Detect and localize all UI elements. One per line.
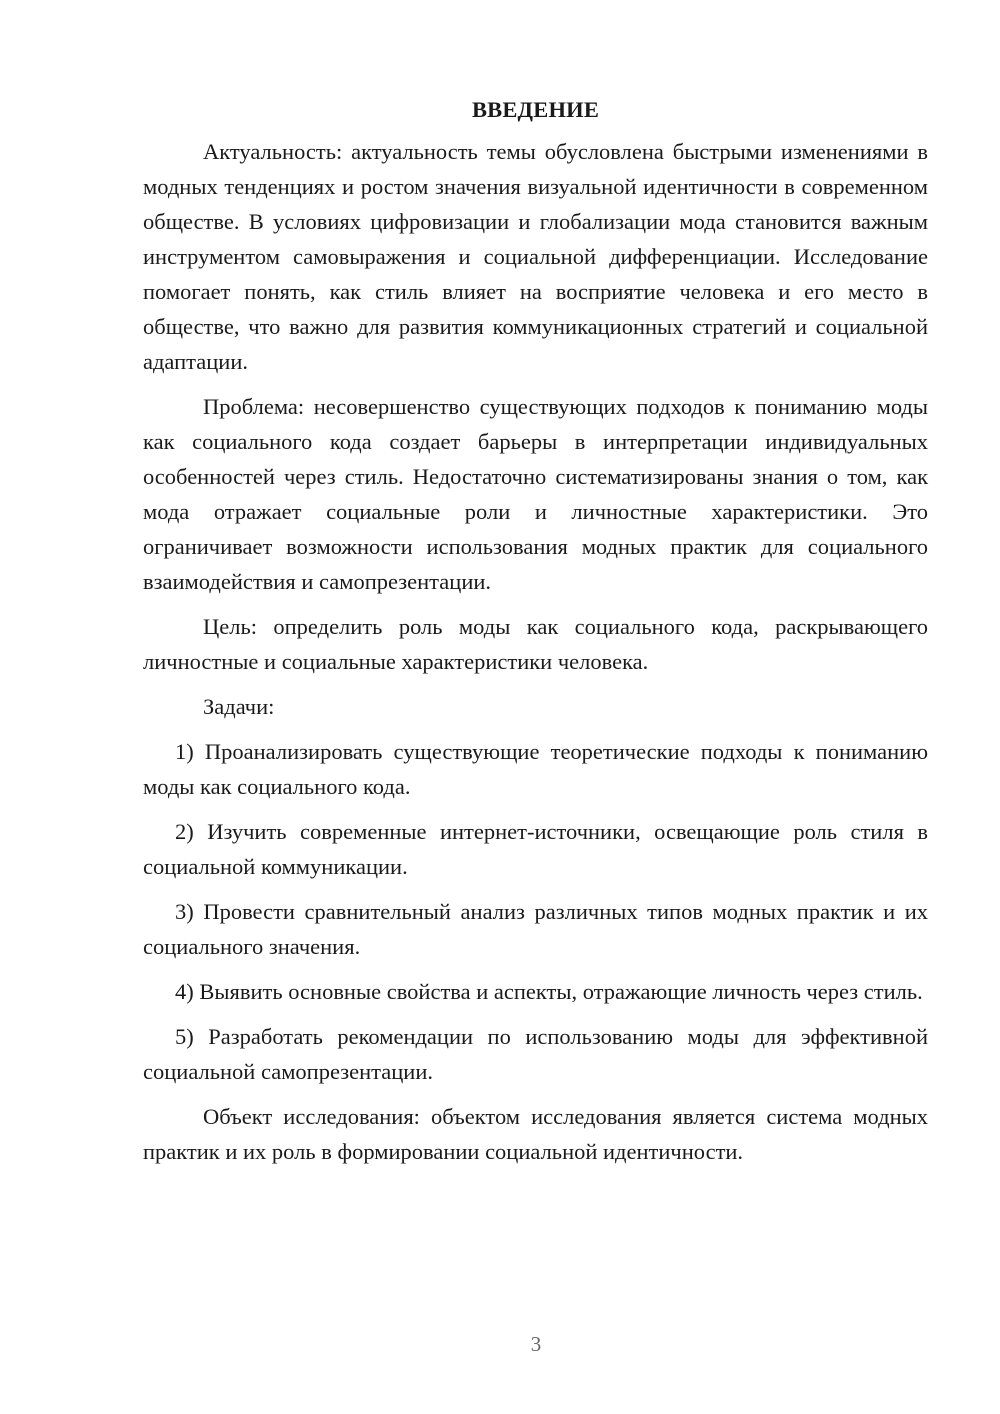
object-paragraph: Объект исследования: объектом исследования является система модных практик и их роль в формировании социальной идентичности. [143, 1104, 928, 1164]
task-item: 5) Разработать рекомендации по использованию моды для эффективной социальной самопрезентации. [143, 1024, 928, 1084]
task-item: 3) Провести сравнительный анализ различных типов модных практик и их социального значения. [143, 899, 928, 959]
tasks-heading: Задачи: [203, 694, 275, 719]
problem-paragraph: Проблема: несовершенство существующих подходов к пониманию моды как социального кода создает барьеры в интерпретации индивидуальных особенностей через стиль. Недостаточно систематизированы знания о том, как мода отражает социальные роли и личностные характеристики. Это ограничивает возможности использования модных практик для социального взаимодействия и самопрезентации. [143, 394, 928, 594]
task-item: 1) Проанализировать существующие теоретические подходы к пониманию моды как социального кода. [143, 739, 928, 799]
relevance-paragraph: Актуальность: актуальность темы обусловлена быстрыми изменениями в модных тенденциях и ростом значения визуальной идентичности в современном обществе. В условиях цифровизации и глобализации мода становится важным инструментом самовыражения и социальной дифференциации. Исследование помогает понять, как стиль влияет на восприятие человека и его место в обществе, что важно для развития коммуникационных стратегий и социальной адаптации. [143, 139, 928, 374]
task-item: 2) Изучить современные интернет-источники, освещающие роль стиля в социальной коммуникации. [143, 819, 928, 879]
section-title: ВВЕДЕНИЕ [471, 97, 600, 122]
document-body [143, 92, 928, 1179]
page-number: 3 [530, 1332, 542, 1356]
task-item: 4) Выявить основные свойства и аспекты, отражающие личность через стиль. [175, 979, 923, 1004]
goal-paragraph: Цель: определить роль моды как социального кода, раскрывающего личностные и социальные характеристики человека. [143, 614, 928, 674]
